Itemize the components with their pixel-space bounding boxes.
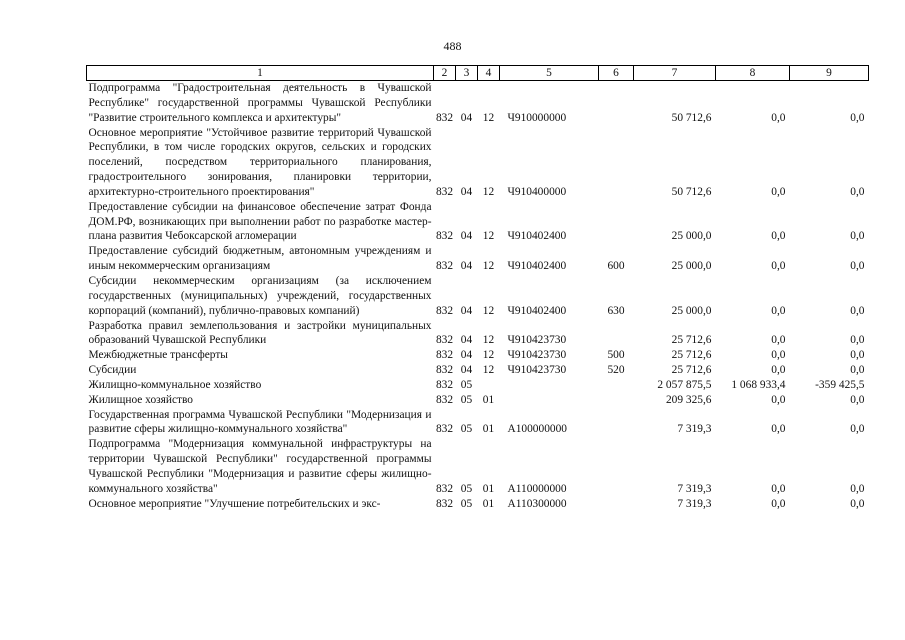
target-article-code: Ч910000000	[507, 111, 567, 124]
ministry-code: 832	[435, 349, 454, 362]
table-body	[87, 81, 869, 512]
budget-table	[86, 65, 869, 511]
expense-type-code	[599, 200, 634, 245]
ministry-code: 832	[435, 260, 454, 273]
row-name: Предоставление субсидии на финансовое обеспечение затрат Фонда ДОМ.РФ, возникающих при выполнении работ по разработке мастер-плана развития Чебоксарской агломерации	[88, 200, 432, 243]
expense-type-code: 600	[607, 260, 625, 273]
table-row	[87, 408, 869, 438]
amount-col7: 50 712,6	[671, 185, 712, 198]
amount-col9: 0,0	[850, 185, 865, 198]
amount-col7: 25 000,0	[671, 230, 712, 243]
subsection-code: 12	[482, 111, 495, 124]
expense-type-code	[599, 408, 634, 438]
section-code: 05	[460, 497, 473, 510]
subsection-code: 12	[482, 185, 495, 198]
row-name: Жилищное хозяйство	[88, 393, 194, 406]
subsection-code: 12	[482, 230, 495, 243]
row-name: Субсидии	[88, 364, 137, 377]
expense-type-code: 500	[607, 349, 625, 362]
ministry-code: 832	[435, 111, 454, 124]
page-number: 488	[443, 39, 462, 53]
target-article-code: Ч910402400	[507, 304, 567, 317]
target-article-code: Ч910423730	[507, 364, 567, 377]
column-header-9: 9	[790, 66, 869, 81]
amount-col8: 0,0	[771, 334, 786, 347]
amount-col7: 7 319,3	[677, 482, 712, 495]
expense-type-code	[599, 437, 634, 496]
table-header	[87, 66, 869, 81]
amount-col8: 0,0	[771, 497, 786, 510]
amount-col8: 0,0	[771, 304, 786, 317]
amount-col9: 0,0	[850, 304, 865, 317]
table-row	[87, 244, 869, 274]
row-name: Основное мероприятие "Устойчивое развитие территорий Чувашской Республики, в том числе городских округов, сельских и городских поселений, посредством территориального планирования, градостроительного зонирования, планировки территории, архитектурно-строительного проектирования"	[88, 126, 432, 198]
column-header-8: 8	[716, 66, 790, 81]
section-code: 05	[460, 423, 473, 436]
subsection-code: 01	[482, 482, 495, 495]
ministry-code: 832	[435, 334, 454, 347]
table-row	[87, 319, 869, 349]
table-row	[87, 378, 869, 393]
column-header-3: 3	[456, 66, 478, 81]
amount-col7: 7 319,3	[677, 423, 712, 436]
section-code: 04	[460, 349, 473, 362]
amount-col8: 0,0	[771, 423, 786, 436]
row-name: Основное мероприятие "Улучшение потребительских и экс-	[88, 497, 381, 510]
row-name: Предоставление субсидий бюджетным, автономным учреждениям и иным некоммерческим организациям	[88, 245, 432, 273]
amount-col8: 0,0	[771, 260, 786, 273]
ministry-code: 832	[435, 378, 454, 391]
target-article-code	[500, 378, 599, 393]
target-article-code: А100000000	[507, 423, 567, 436]
target-article-code: Ч910400000	[507, 185, 567, 198]
subsection-code: 01	[482, 393, 495, 406]
amount-col8: 0,0	[771, 111, 786, 124]
expense-type-code: 520	[607, 364, 625, 377]
amount-col9: 0,0	[850, 364, 865, 377]
amount-col7: 209 325,6	[665, 393, 712, 406]
expense-type-code	[599, 393, 634, 408]
column-header-1: 1	[87, 66, 434, 81]
section-code: 04	[460, 334, 473, 347]
amount-col7: 25 712,6	[671, 334, 712, 347]
subsection-code: 12	[482, 304, 495, 317]
subsection-code: 01	[482, 497, 495, 510]
target-article-code: Ч910423730	[507, 349, 567, 362]
amount-col9: -359 425,5	[815, 378, 865, 391]
amount-col7: 50 712,6	[671, 111, 712, 124]
amount-col7: 25 000,0	[671, 260, 712, 273]
amount-col7: 25 712,6	[671, 364, 712, 377]
expense-type-code	[599, 319, 634, 349]
amount-col9: 0,0	[850, 111, 865, 124]
column-header-6: 6	[599, 66, 634, 81]
section-code: 04	[460, 364, 473, 377]
amount-col8: 0,0	[771, 393, 786, 406]
ministry-code: 832	[435, 393, 454, 406]
table-row	[87, 200, 869, 245]
expense-type-code	[599, 81, 634, 126]
amount-col9: 0,0	[850, 482, 865, 495]
table-row	[87, 393, 869, 408]
subsection-code: 12	[482, 349, 495, 362]
section-code: 05	[460, 393, 473, 406]
subsection-code: 12	[482, 364, 495, 377]
row-name: Подпрограмма "Градостроительная деятельность в Чувашской Республике" государственной программы Чувашской Республики "Развитие строительного комплекса и архитектуры"	[88, 82, 432, 124]
row-name: Разработка правил землепользования и застройки муниципальных образований Чувашской Республики	[88, 319, 432, 347]
amount-col8: 0,0	[771, 230, 786, 243]
amount-col7: 2 057 875,5	[657, 378, 712, 391]
amount-col9: 0,0	[850, 230, 865, 243]
amount-col9: 0,0	[850, 260, 865, 273]
expense-type-code	[599, 497, 634, 512]
ministry-code: 832	[435, 185, 454, 198]
column-header-4: 4	[478, 66, 500, 81]
target-article-code: А110300000	[507, 497, 567, 510]
ministry-code: 832	[435, 497, 454, 510]
section-code: 04	[460, 230, 473, 243]
expense-type-code	[599, 378, 634, 393]
subsection-code: 12	[482, 260, 495, 273]
amount-col8: 0,0	[771, 482, 786, 495]
amount-col8: 0,0	[771, 349, 786, 362]
subsection-code	[478, 378, 500, 393]
amount-col7: 7 319,3	[677, 497, 712, 510]
row-name: Субсидии некоммерческим организациям (за исключением государственных (муниципальных) учреждений, государственных корпораций (компаний), публично-правовых компаний)	[88, 274, 432, 317]
ministry-code: 832	[435, 423, 454, 436]
row-name: Межбюджетные трансферты	[88, 349, 228, 362]
amount-col9: 0,0	[850, 334, 865, 347]
table-row	[87, 497, 869, 512]
amount-col8: 0,0	[771, 185, 786, 198]
subsection-code: 12	[482, 334, 495, 347]
row-name: Жилищно-коммунальное хозяйство	[88, 378, 262, 391]
amount-col7: 25 000,0	[671, 304, 712, 317]
column-header-7: 7	[634, 66, 716, 81]
expense-type-code	[599, 126, 634, 200]
amount-col9: 0,0	[850, 349, 865, 362]
row-name: Подпрограмма "Модернизация коммунальной инфраструктуры на территории Чувашской Республики" государственной программы Чувашской Республики "Модернизация и развитие сферы жилищно-коммунального хозяйства"	[88, 438, 432, 495]
expense-type-code: 630	[607, 304, 625, 317]
column-header-5: 5	[500, 66, 599, 81]
section-code: 05	[460, 482, 473, 495]
section-code: 04	[460, 111, 473, 124]
column-header-2: 2	[434, 66, 456, 81]
ministry-code: 832	[435, 304, 454, 317]
section-code: 05	[460, 378, 473, 391]
subsection-code: 01	[482, 423, 495, 436]
table-row	[87, 437, 869, 496]
amount-col9: 0,0	[850, 497, 865, 510]
amount-col9: 0,0	[850, 393, 865, 406]
amount-col9: 0,0	[850, 423, 865, 436]
ministry-code: 832	[435, 482, 454, 495]
amount-col8: 1 068 933,4	[731, 378, 786, 391]
ministry-code: 832	[435, 230, 454, 243]
target-article-code: Ч910402400	[507, 230, 567, 243]
table-row	[87, 363, 869, 378]
ministry-code: 832	[435, 364, 454, 377]
target-article-code: Ч910402400	[507, 260, 567, 273]
section-code: 04	[460, 185, 473, 198]
table-row	[87, 126, 869, 200]
table-row	[87, 274, 869, 319]
section-code: 04	[460, 304, 473, 317]
table-row	[87, 348, 869, 363]
row-name: Государственная программа Чувашской Республики "Модернизация и развитие сферы жилищно-коммунального хозяйства"	[88, 408, 432, 436]
section-code: 04	[460, 260, 473, 273]
table-row	[87, 81, 869, 126]
amount-col7: 25 712,6	[671, 349, 712, 362]
target-article-code: Ч910423730	[507, 334, 567, 347]
target-article-code	[500, 393, 599, 408]
target-article-code: А110000000	[507, 482, 567, 495]
amount-col8: 0,0	[771, 364, 786, 377]
